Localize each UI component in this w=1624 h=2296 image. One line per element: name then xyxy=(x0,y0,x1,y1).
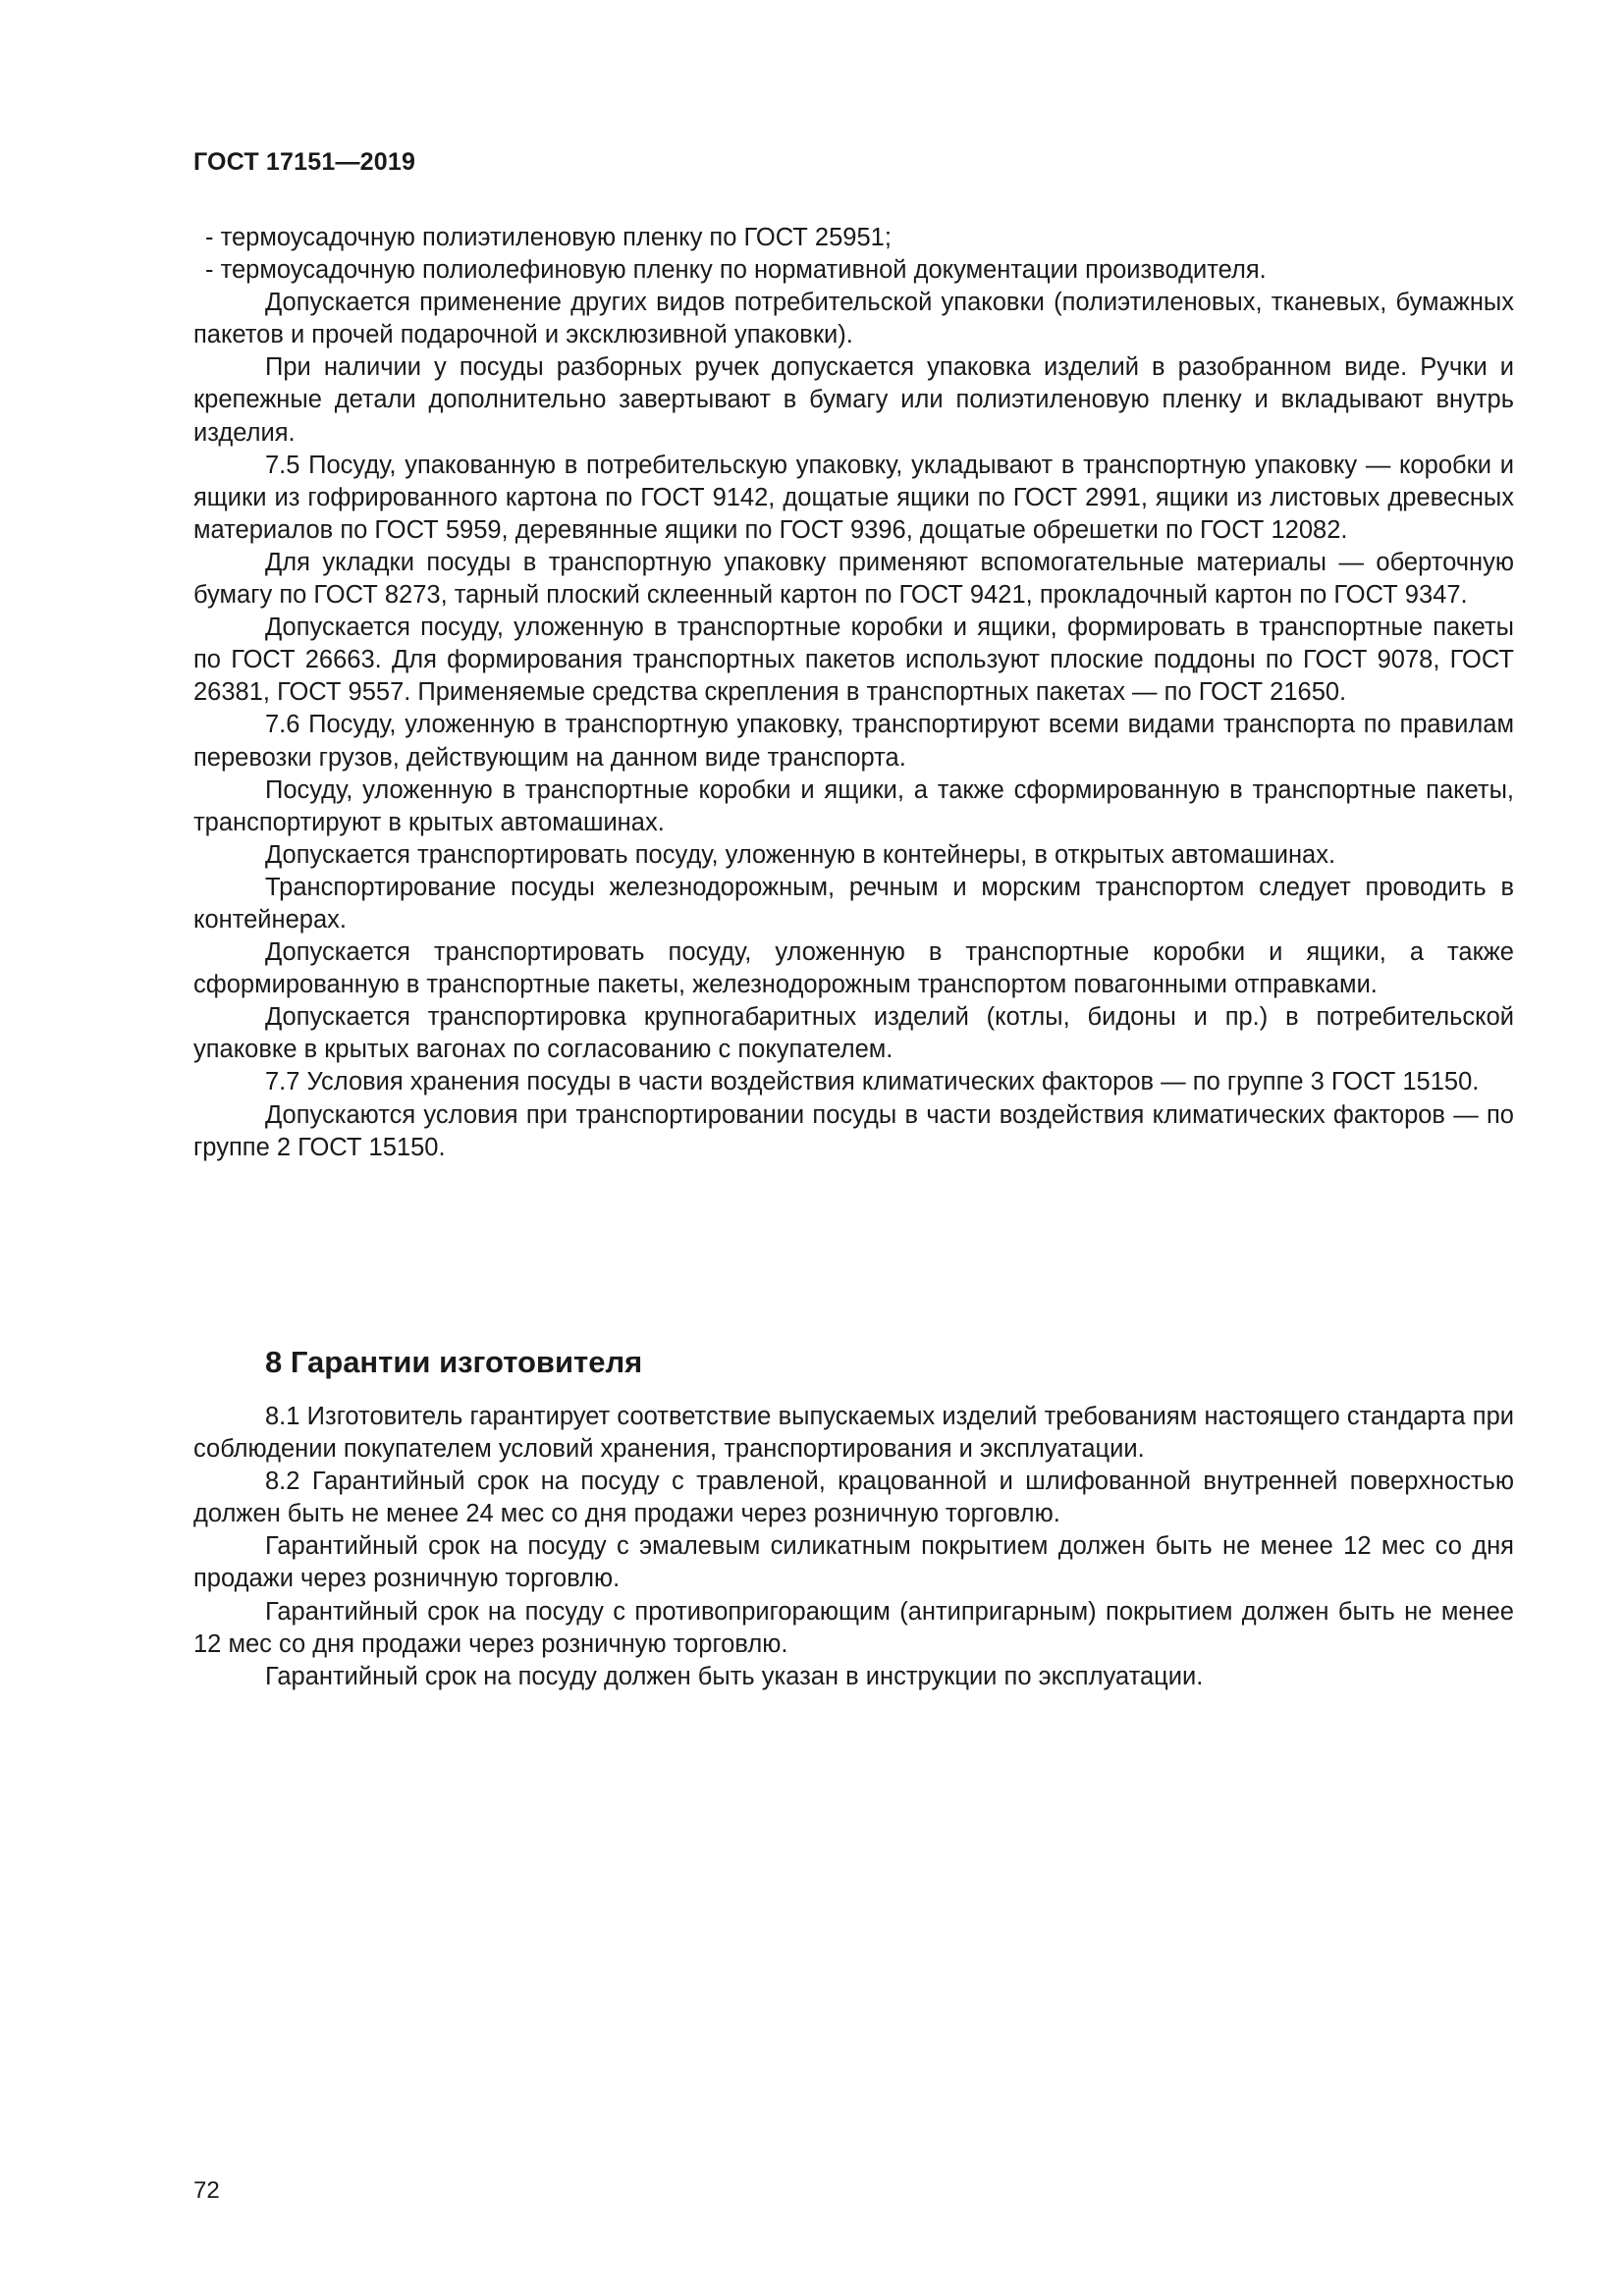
paragraph: Допускается посуду, уложенную в транспортные коробки и ящики, формировать в транспортные пакеты по ГОСТ 26663. Для формирования транспортных пакетов используют плоские поддоны по ГОСТ 9078, ГОСТ 26381, ГОСТ 9557. Применяемые средства скрепления в транспортных пакетах — по ГОСТ 21650. xyxy=(193,614,1514,707)
paragraph: При наличии у посуды разборных ручек допускается упаковка изделий в разобранном виде. Ручки и крепежные детали дополнительно завертывают в бумагу или полиэтиленовую пленку и вкладывают внутрь изделия. xyxy=(193,353,1514,447)
clause-7-6: 7.6 Посуду, уложенную в транспортную упаковку, транспортируют всеми видами транспорта по правилам перевозки грузов, действующим на данном виде транспорта. xyxy=(193,711,1514,772)
clause-8-2: 8.2 Гарантийный срок на посуду с травленой, крацованной и шлифованной внутренней поверхностью должен быть не менее 24 мес со дня продажи через розничную торговлю. xyxy=(193,1468,1514,1528)
page-number: 72 xyxy=(193,2177,220,2204)
paragraph: Посуду, уложенную в транспортные коробки и ящики, а также сформированную в транспортные пакеты, транспортируют в крытых автомашинах. xyxy=(193,775,1514,836)
paragraph: Допускается транспортировка крупногабаритных изделий (котлы, бидоны и пр.) в потребительской упаковке в крытых вагонах по согласованию с покупателем. xyxy=(193,1003,1514,1064)
section-7-body xyxy=(193,222,1514,1164)
paragraph: Транспортирование посуды железнодорожным, речным и морским транспортом следует проводить в контейнерах. xyxy=(193,873,1514,934)
list-item: - термоусадочную полиолефиновую пленку по нормативной документации производителя. xyxy=(205,256,1267,285)
clause-8-1: 8.1 Изготовитель гарантирует соответствие выпускаемых изделий требованиям настоящего стандарта при соблюдении покупателем условий хранения, транспортирования и эксплуатации. xyxy=(193,1403,1514,1464)
list-item: - термоусадочную полиэтиленовую пленку по ГОСТ 25951; xyxy=(205,224,892,251)
paragraph: Гарантийный срок на посуду с эмалевым силикатным покрытием должен быть не менее 12 мес со дня продажи через розничную торговлю. xyxy=(193,1532,1514,1593)
paragraph: Допускается транспортировать посуду, уложенную в транспортные коробки и ящики, а также сформированную в транспортные пакеты, железнодорожным транспортом повагонными отправками. xyxy=(193,938,1514,999)
paragraph: Гарантийный срок на посуду должен быть указан в инструкции по эксплуатации. xyxy=(265,1662,1204,1690)
section-8-title: 8 Гарантии изготовителя xyxy=(265,1345,643,1379)
clause-7-7: 7.7 Условия хранения посуды в части воздействия климатических факторов — по группе 3 ГОСТ 15150. xyxy=(265,1068,1480,1096)
paragraph: Гарантийный срок на посуду с противопригорающим (антипригарным) покрытием должен быть не менее 12 мес со дня продажи через розничную торговлю. xyxy=(193,1597,1514,1658)
paragraph: Для укладки посуды в транспортную упаковку применяют вспомогательные материалы — оберточную бумагу по ГОСТ 8273, тарный плоский склеенный картон по ГОСТ 9421, прокладочный картон по ГОСТ 9347. xyxy=(193,548,1514,610)
page-header: ГОСТ 17151—2019 xyxy=(193,148,416,176)
paragraph: Допускается применение других видов потребительской упаковки (полиэтиленовых, тканевых, бумажных пакетов и прочей подарочной и эксклюзивной упаковки). xyxy=(193,289,1514,349)
paragraph: Допускается транспортировать посуду, уложенную в контейнеры, в открытых автомашинах. xyxy=(265,840,1336,869)
paragraph: Допускаются условия при транспортировании посуды в части воздействия климатических факторов — по группе 2 ГОСТ 15150. xyxy=(193,1100,1514,1161)
clause-7-5: 7.5 Посуду, упакованную в потребительскую упаковку, укладывают в транспортную упаковку — коробки и ящики из гофрированного картона по ГОСТ 9142, дощатые ящики по ГОСТ 2991, ящики из листовых древесных материалов по ГОСТ 5959, деревянные ящики по ГОСТ 9396, дощатые обрешетки по ГОСТ 12082. xyxy=(193,451,1514,544)
section-8-body xyxy=(193,1401,1514,1693)
